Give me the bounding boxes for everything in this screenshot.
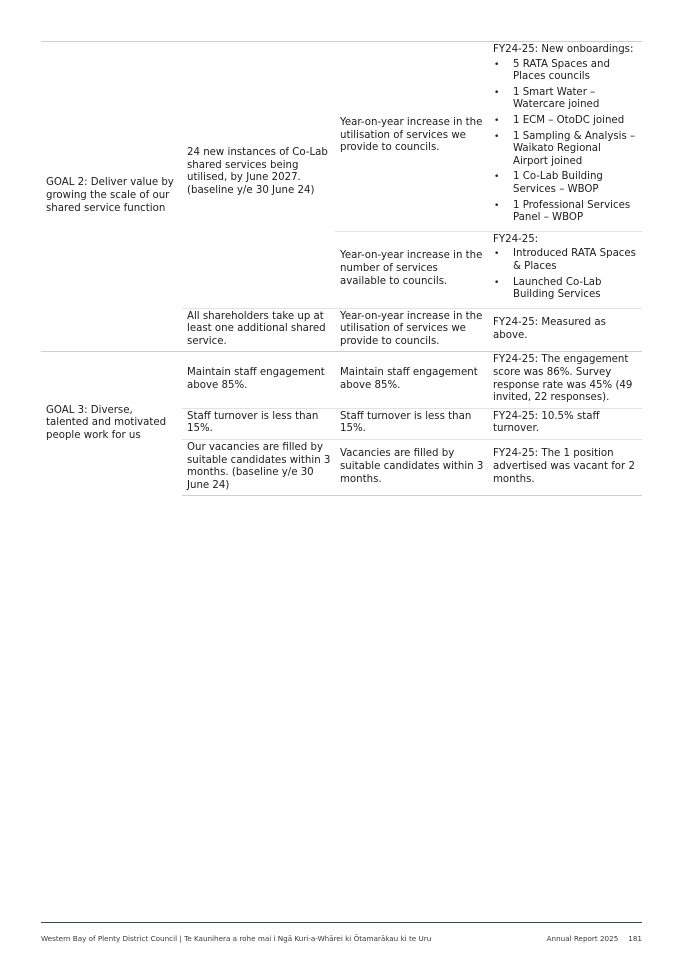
performance-table-body: [41, 42, 642, 496]
bullet-marker: •: [494, 200, 500, 211]
result-cell: [488, 308, 642, 352]
list-item-text: Launched Co-Lab Building Services: [513, 276, 602, 301]
goal-cell: GOAL 2: Deliver value by growing the scale of our shared service function: [41, 42, 182, 352]
list-item: [493, 59, 638, 84]
list-item: [493, 248, 638, 273]
measure-cell: Year-on-year increase in the utilisation of services we provide to councils.: [335, 308, 488, 352]
result-cell: [488, 440, 642, 496]
result-cell: [488, 42, 642, 232]
target-cell: Our vacancies are filled by suitable candidates within 3 months. (baseline y/e 30 June 24): [182, 440, 335, 496]
list-item: [493, 87, 638, 112]
list-item: [493, 171, 638, 196]
measure-cell: Staff turnover is less than 15%.: [335, 408, 488, 439]
measure-cell: Year-on-year increase in the number of services available to councils.: [335, 231, 488, 308]
footer-report-info: [547, 934, 642, 943]
bullet-marker: •: [494, 277, 500, 288]
result-cell: [488, 352, 642, 408]
result-intro: FY24-25: 10.5% staff turnover.: [493, 410, 600, 435]
bullet-marker: •: [494, 59, 500, 70]
table-row: [41, 42, 642, 232]
result-intro: FY24-25:: [493, 233, 539, 245]
bullet-marker: •: [494, 249, 500, 260]
list-item-text: 5 RATA Spaces and Places councils: [513, 58, 610, 83]
result-intro: FY24-25: The 1 position advertised was vacant for 2 months.: [493, 448, 635, 485]
list-item: [493, 115, 638, 128]
list-item-text: 1 Co-Lab Building Services – WBOP: [513, 171, 603, 195]
bullet-marker: •: [494, 87, 500, 98]
footer-report-title: Annual Report 2025: [546, 934, 619, 943]
target-cell: All shareholders take up at least one additional shared service.: [182, 308, 335, 352]
result-list: [493, 248, 638, 301]
footer-organisation: Western Bay of Plenty District Council | Te Kaunihera a rohe mai i Ngā Kuri-a-Whārei ki Ōtamarākau ki te Uru: [41, 934, 432, 943]
result-list: [493, 59, 638, 225]
bullet-marker: •: [494, 115, 500, 126]
result-cell: [488, 408, 642, 439]
bullet-marker: •: [494, 131, 500, 142]
list-item-text: 1 Professional Services Panel – WBOP: [513, 199, 631, 224]
list-item: [493, 131, 638, 169]
target-cell: Maintain staff engagement above 85%.: [182, 352, 335, 408]
page-number: 181: [628, 934, 642, 943]
result-intro: FY24-25: New onboardings:: [493, 44, 634, 55]
footer-divider: [41, 922, 642, 923]
target-cell: 24 new instances of Co-Lab shared services being utilised, by June 2027. (baseline y/e 30 June 24): [182, 42, 335, 309]
measure-cell: Maintain staff engagement above 85%.: [335, 352, 488, 408]
list-item-text: 1 Smart Water – Watercare joined: [513, 86, 600, 111]
bullet-marker: •: [494, 172, 500, 183]
list-item-text: 1 ECM – OtoDC joined: [513, 114, 625, 126]
list-item: [493, 200, 638, 225]
goal-cell: GOAL 3: Diverse, talented and motivated people work for us: [41, 352, 182, 496]
list-item: [493, 277, 638, 302]
target-cell: Staff turnover is less than 15%.: [182, 408, 335, 439]
table-row: [41, 352, 642, 408]
result-intro: FY24-25: Measured as above.: [493, 316, 606, 341]
performance-table: [41, 41, 642, 496]
measure-cell: Year-on-year increase in the utilisation of services we provide to councils.: [335, 42, 488, 232]
measure-cell: Vacancies are filled by suitable candidates within 3 months.: [335, 440, 488, 496]
result-cell: [488, 231, 642, 308]
result-intro: FY24-25: The engagement score was 86%. Survey response rate was 45% (49 invited, 22 responses).: [493, 354, 633, 404]
list-item-text: Introduced RATA Spaces & Places: [513, 248, 636, 272]
list-item-text: 1 Sampling & Analysis – Waikato Regional Airport joined: [513, 130, 636, 167]
